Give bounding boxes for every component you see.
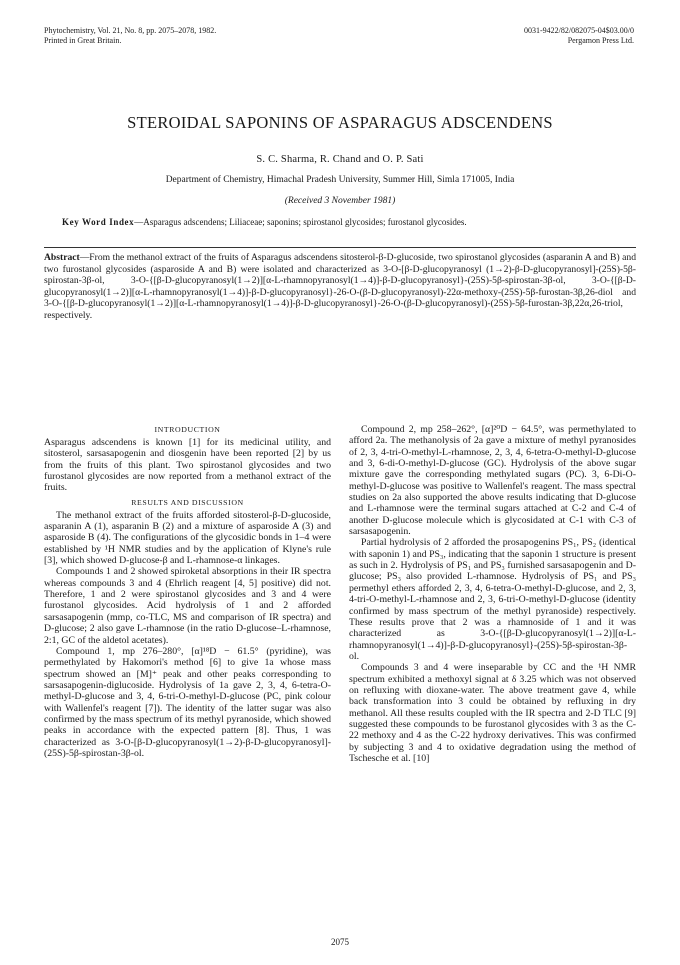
keyword-index-label: Key Word Index: [62, 217, 135, 227]
introduction-paragraph: Asparagus adscendens is known [1] for its medicinal utility, and sitosterol, sarsasapogenin and diosgenin have been reported [2] by us from the fruits of this plant. Two spirostanol glycosides and two furostanol glycosides are now reported from a methanol extract of the fruits.: [44, 437, 331, 494]
results-heading: RESULTS AND DISCUSSION: [131, 497, 244, 507]
keyword-index: [62, 216, 622, 228]
results-paragraph-5: Partial hydrolysis of 2 afforded the prosapogenins PS₁, PS₂ (identical with saponin 1) and PS₃, indicating that the saponin 1 structure is present as such in 2. Hydrolysis of PS₁ and PS₃ furnished sarsasapogenin and D-glucose; PS₃ also provided L-rhamnose. Hydrolysis of PS₁ and PS₃ permethyl ethers afforded 2, 3, 4, 6-tetra-O-methyl-D-glucose, and 2, 3, 4-tri-O-methyl-L-rhamnose and 2, 3, 6-tri-O-methyl-D-glucose (identity confirmed by mass spectrum of the methyl pyranoside) respectively. These results prove that 2 was a rhamnoside of 1 and it was characterized as 3-O-{[β-D-glucopyranosyl(1→2)][α-L-rhamnopyranosyl(1→4)]-β-D-glucopyranosyl}-(25S)-5β-spirostan-3β-ol.: [349, 537, 636, 662]
abstract-label: Abstract: [44, 252, 80, 263]
keyword-index-text: —Asparagus adscendens; Liliaceae; saponins; spirostanol glycosides; furostanol glycosides.: [134, 217, 467, 227]
page-number: 2075: [331, 937, 349, 947]
publisher-name: Pergamon Press Ltd.: [567, 36, 634, 45]
article-code: 0031-9422/82/082075-04$03.00/0: [524, 26, 634, 35]
left-column: [44, 424, 331, 759]
results-paragraph-4: Compound 2, mp 258–262°, [α]²⁰D − 64.5°, was permethylated to afford 2a. The methanolysis of 2a gave a mixture of methyl pyranosides of 2, 3, 4-tri-O-methyl-L-rhamnose, 2, 3, 4, 6-tetra-O-methyl-D-glucose and 3, 6-di-O-methyl-D-glucose (GC). Hydrolysis of the above sugar mixture gave the corresponding methylated sugars (PC). 3, 6-Di-O-methyl-D-glucose was positive to Wallenfel's reagent. The mass spectral studies on 2a also supported the above results indicating that D-glucose and L-rhamnose were the terminal sugars attached at C-2 and C-4 of another D-glucose molecule which is glycosidated at C-1 with C-3 of sarsasapogenin.: [349, 424, 636, 538]
right-column: [349, 424, 636, 764]
running-header-left: [44, 26, 216, 46]
article-title: STEROIDAL SAPONINS OF ASPARAGUS ADSCENDENS: [127, 113, 553, 132]
author-affiliation: Department of Chemistry, Himachal Pradesh University, Summer Hill, Simla 171005, India: [165, 175, 515, 185]
abstract-text: —From the methanol extract of the fruits of Asparagus adscendens sitosterol-β-D-glucoside, two spirostanol glycosides (asparanin A and B) and two furostanol glycosides (asparoside A and B) were isolated and characterized as 3-O-[β-D-glucopyranosyl (1→2)-β-D-glucopyranosyl]-(25S)-5β-spirostan-3β-ol, 3-O-{[β-D-glucopyranosyl(1→2)][α-L-rhamnopyranosyl(1→4)]-β-D-glucopyranosyl}-(25S)-5β-spirostan-3β-ol, 3-O-{[β-D-glucopyranosyl(1→2)][α-L-rhamnopyranosyl(1→4)]-β-D-glucopyranosyl}-26-O-(β-D-glucopyranosyl)-22α-methoxy-(25S)-5β-furostan-3β,26-diol and 3-O-{[β-D-glucopyranosyl(1→2)][α-L-rhamnopyranosyl(1→4)]-β-D-glucopyranosyl}-26-O-(β-D-glucopyranosyl)-(25S)-5β-furostan-3β,22α,26-triol, respectively.: [44, 252, 636, 321]
introduction-heading: INTRODUCTION: [154, 425, 221, 434]
results-paragraph-1: The methanol extract of the fruits afforded sitosterol-β-D-glucoside, asparanin A (1), asparanin B (2) and a mixture of asparoside A (3) and asparoside B (4). The configurations of the glycosidic bonds in 1–4 were established by ¹H NMR studies and by the application of Klyne's rule [3], which showed D-glucose-β and L-rhamnose-α linkages.: [44, 509, 331, 567]
running-header-right: [524, 26, 634, 46]
abstract: [44, 252, 636, 322]
results-paragraph-2: Compounds 1 and 2 showed spiroketal absorptions in their IR spectra whereas compounds 3 and 4 (Ehrlich reagent [4, 5] positive) did not. Therefore, 1 and 2 were spirostanol glycosides and 3 and 4 were furostanol glycosides. Acid hydrolysis of 1 and 2 afforded sarsasapogenin (mmp, co-TLC, MS and comparison of IR spectra) and D-glucose; 2 also gave L-rhamnose (in the ratio D-glucose–L-rhamnose, 2:1, GC of the aldetol acetates).: [44, 566, 331, 646]
results-paragraph-6: Compounds 3 and 4 were inseparable by CC and the ¹H NMR spectrum exhibited a methoxyl signal at δ 3.25 which was not observed on refluxing with dioxane-water. The above treatment gave 4, while back transformation into 3 could be obtained by refluxing in dry methanol. All these results coupled with the IR spectra and 2-D TLC [9] suggested these compounds to be furostanol glycosides with 3 as the C-22 methoxy and 4 as the C-22 hydroxy derivatives. This was confirmed by subjecting 3 and 4 to oxidative degradation using the method of Tschesche et al. [10]: [349, 662, 636, 764]
journal-citation: Phytochemistry, Vol. 21, No. 8, pp. 2075–2078, 1982.: [44, 26, 217, 35]
article-authors: S. C. Sharma, R. Chand and O. P. Sati: [256, 154, 424, 165]
results-paragraph-3: Compound 1, mp 276–280°, [α]¹⁸D − 61.5° (pyridine), was permethylated by Hakomori's method [6] to give 1a whose mass spectrum showed an [M]⁺ peak and other peaks corresponding to sarsasapogenin-diglucoside. Hydrolysis of 1a gave 2, 3, 4, 6-tetra-O-methyl-D-glucose and 3, 4, 6-tri-O-methyl-D-glucose (PC, pink colour with Wallenfel's reagent [7]). The identity of the latter sugar was also confirmed by the mass spectrum of its methyl pyranoside, which showed peaks in accordance with the expected pattern [8]. Thus, 1 was characterized as 3-O-[β-D-glucopyranosyl(1→2)-β-D-glucopyranosyl]-(25S)-5β-spirostan-3β-ol.: [44, 645, 331, 759]
section-divider: [44, 247, 636, 248]
printed-location: Printed in Great Britain.: [44, 36, 122, 45]
received-date: (Received 3 November 1981): [284, 196, 396, 206]
